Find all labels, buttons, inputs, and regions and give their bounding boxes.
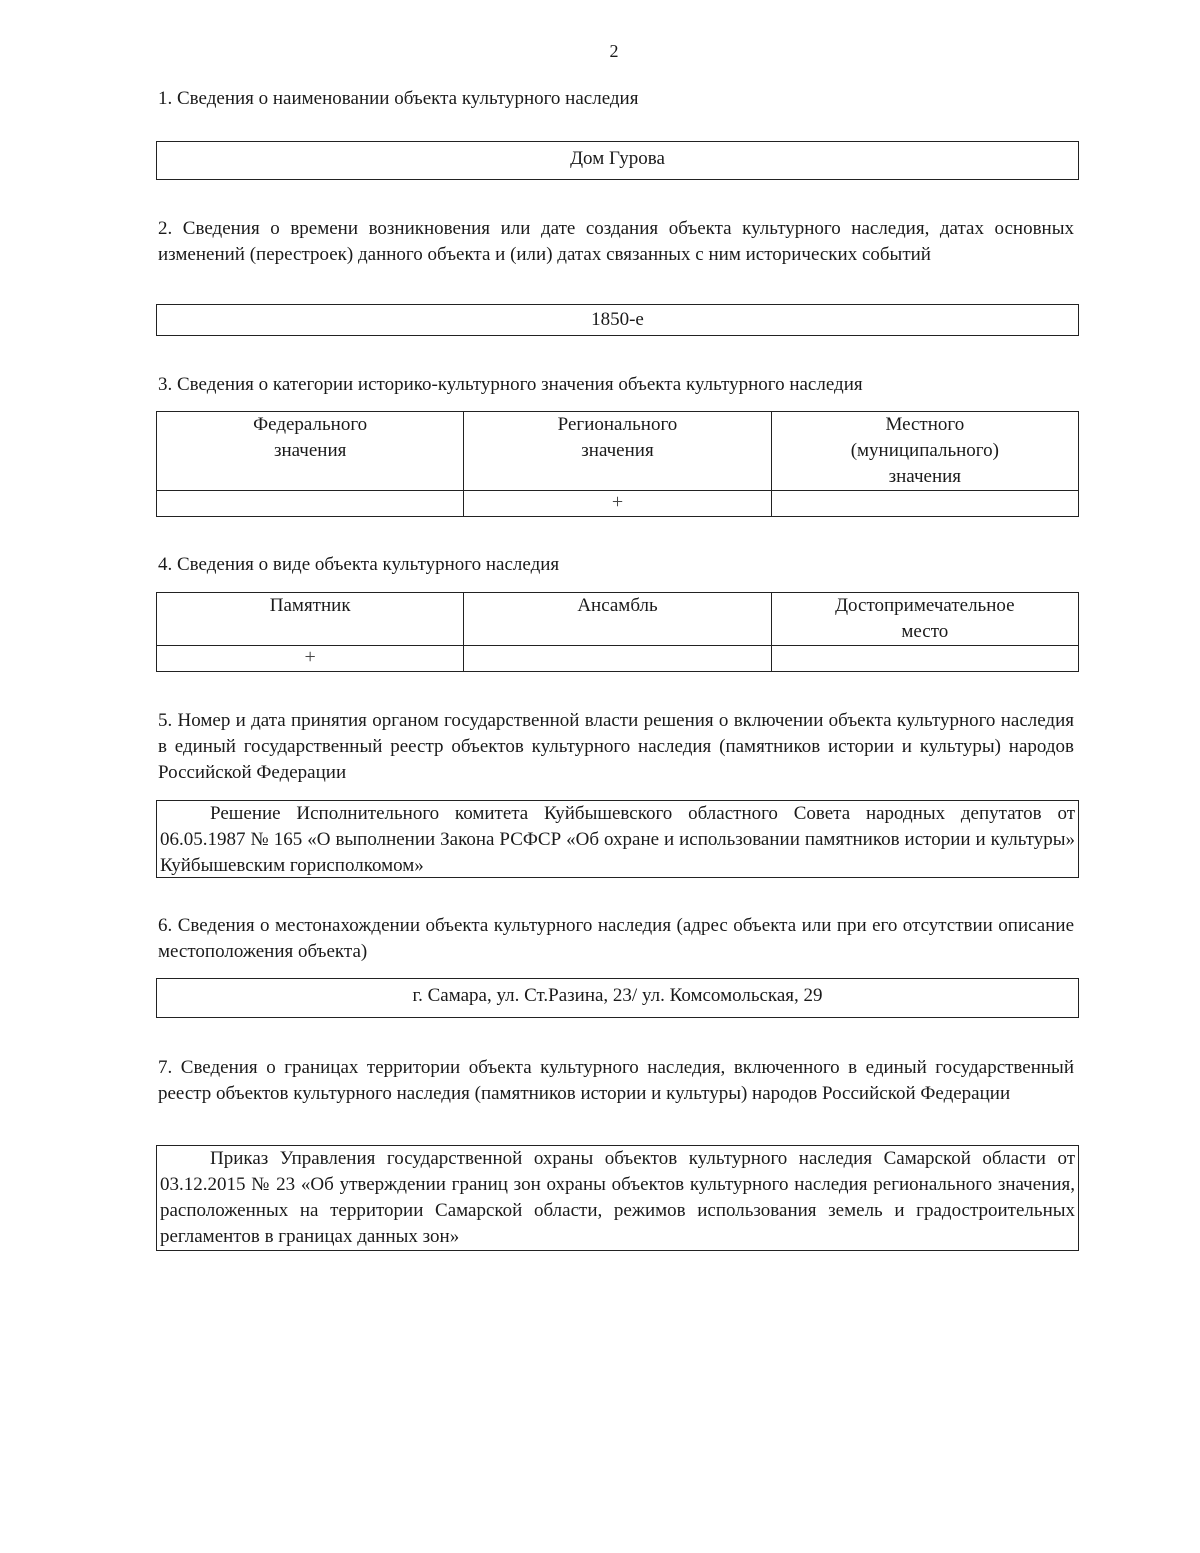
type-ensemble-mark <box>464 646 771 672</box>
address-box <box>156 978 1079 1018</box>
category-mark-row <box>157 491 1079 517</box>
section-1-heading: 1. Сведения о наименовании объекта культурного наследия <box>158 88 639 109</box>
boundaries-value: Приказ Управления государственной охраны объектов культурного наследия Самарской области от 03.12.2015 № 23 «Об утверждении границ зон охраны объектов культурного наследия регионального значения, расположенных на территории Самарской области, режимов использования земель и градостроительных регламентов в границах данных зон» <box>160 1148 1075 1247</box>
category-federal-mark <box>157 491 464 517</box>
section-3-heading: 3. Сведения о категории историко-культурного значения объекта культурного наследия <box>158 374 863 395</box>
registry-decision-value: Решение Исполнительного комитета Куйбышевского областного Совета народных депутатов от 06.05.1987 № 165 «О выполнении Закона РСФСР «Об охране и использовании памятников истории и культуры» Куйбышевским горисполкомом» <box>160 803 1075 876</box>
object-name-box <box>156 141 1079 180</box>
type-monument-mark: + <box>157 646 464 672</box>
category-local-mark <box>771 491 1078 517</box>
section-6-heading: 6. Сведения о местонахождении объекта культурного наследия (адрес объекта или при его отсутствии описание местоположения объекта) <box>158 915 1074 962</box>
category-local-header: Местного (муниципального) значения <box>771 412 1078 491</box>
type-landmark-header: Достопримечательное место <box>771 593 1078 646</box>
section-5-heading: 5. Номер и дата принятия органом государственной власти решения о включении объекта культурного наследия в единый государственный реестр объектов культурного наследия (памятников истории и культуры) народов Российской Федерации <box>158 710 1074 783</box>
type-landmark-mark <box>771 646 1078 672</box>
type-ensemble-header: Ансамбль <box>464 593 771 646</box>
registry-decision-box <box>156 800 1079 878</box>
section-4-heading: 4. Сведения о виде объекта культурного наследия <box>158 554 560 575</box>
category-regional-header: Регионального значения <box>464 412 771 491</box>
section-7-heading: 7. Сведения о границах территории объекта культурного наследия, включенного в единый государственный реестр объектов культурного наследия (памятников истории и культуры) народов Российской Федерации <box>158 1057 1074 1104</box>
type-monument-header: Памятник <box>157 593 464 646</box>
category-table <box>156 411 1079 517</box>
type-mark-row <box>157 646 1079 672</box>
page-number: 2 <box>609 41 619 61</box>
category-regional-mark: + <box>464 491 771 517</box>
object-name-value: Дом Гурова <box>570 148 665 169</box>
address-value: г. Самара, ул. Ст.Разина, 23/ ул. Комсомольская, 29 <box>412 985 823 1006</box>
category-header-row <box>157 412 1079 491</box>
category-federal-header: Федерального значения <box>157 412 464 491</box>
boundaries-box <box>156 1145 1079 1251</box>
creation-date-box <box>156 304 1079 336</box>
section-2-heading: 2. Сведения о времени возникновения или дате создания объекта культурного наследия, датах основных изменений (перестроек) данного объекта и (или) датах связанных с ним исторических событий <box>158 218 1074 265</box>
creation-date-value: 1850-е <box>591 309 644 330</box>
type-header-row <box>157 593 1079 646</box>
type-table <box>156 592 1079 672</box>
